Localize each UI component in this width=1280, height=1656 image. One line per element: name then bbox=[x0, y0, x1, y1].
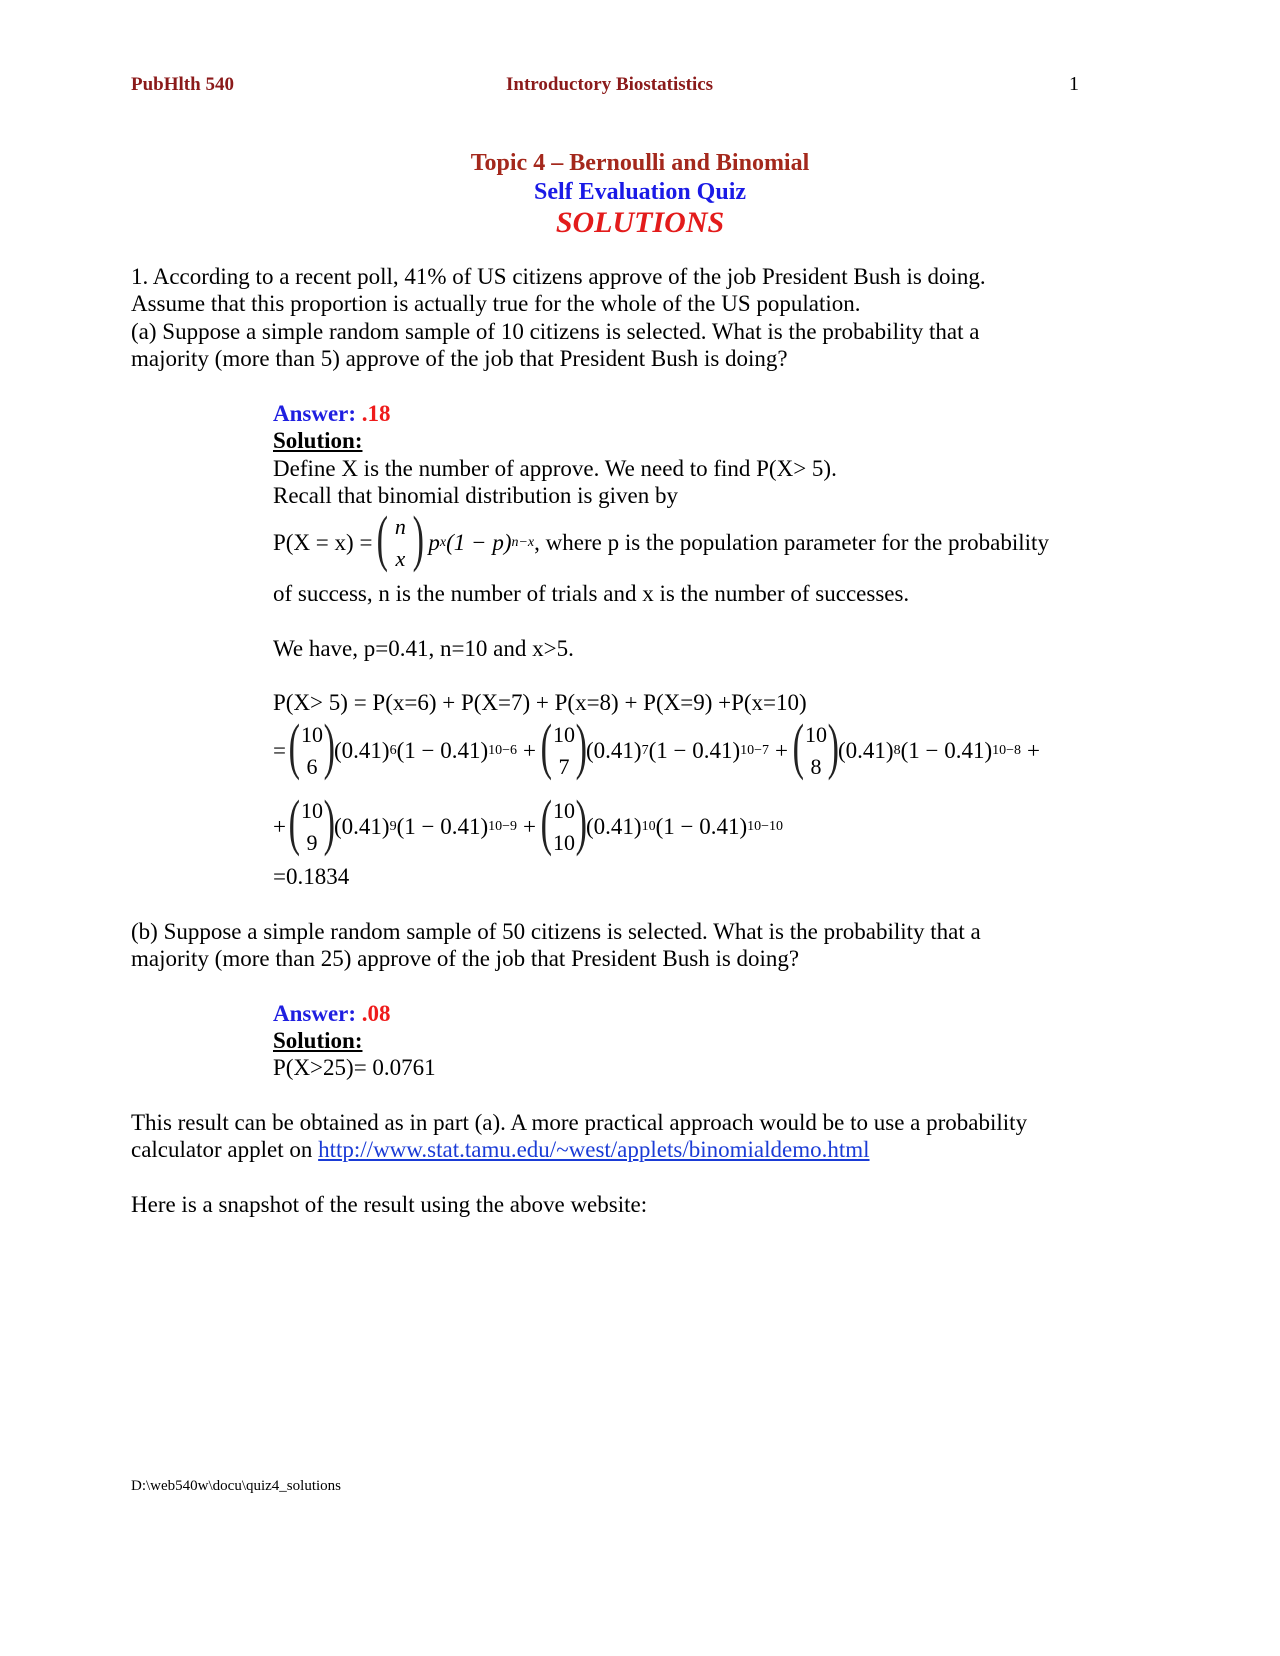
solution-a-line3: of success, n is the number of trials and x is the number of successes. bbox=[273, 581, 910, 606]
q1b-line2: majority (more than 25) approve of the job that President Bush is doing? bbox=[131, 946, 800, 971]
solution-b-label: Solution: bbox=[273, 1028, 363, 1053]
closing-line3: Here is a snapshot of the result using the above website: bbox=[131, 1192, 648, 1217]
answer-b-value: .08 bbox=[361, 1001, 391, 1026]
term-2-binom: ( 10 7 ) bbox=[540, 713, 588, 781]
q1b-line1: (b) Suppose a simple random sample of 50 citizens is selected. What is the probability that a bbox=[131, 919, 981, 944]
formula-mid: (1 − p) bbox=[446, 530, 512, 555]
result-a: =0.1834 bbox=[273, 864, 350, 889]
footer-path: D:\web540w\docu\quiz4_solutions bbox=[131, 1478, 341, 1494]
formula-tail: , where p is the population parameter for the probability bbox=[534, 530, 1049, 555]
solution-a-line4: We have, p=0.41, n=10 and x>5. bbox=[273, 636, 574, 661]
answer-b bbox=[273, 1000, 391, 1028]
expansion-row-1: = ( 10 6 ) (0.41) 6 (1 − 0.41) 10−6 + ( 10 7 ) (0.41) 7 (1 − 0.41) 10−7 + ( 10 8 ) (0.41) 8 (1 − 0.41) 10−8 + bbox=[273, 713, 1041, 781]
answer-a-value: .18 bbox=[361, 401, 391, 426]
q1a-line2: majority (more than 5) approve of the job that President Bush is doing? bbox=[131, 346, 788, 371]
header-subject: Introductory Biostatistics bbox=[506, 74, 714, 95]
answer-a bbox=[273, 400, 391, 428]
closing-line2-prefix: calculator applet on bbox=[131, 1137, 319, 1162]
solution-b-line1: P(X>25)= 0.0761 bbox=[273, 1055, 436, 1080]
binom-n: n bbox=[394, 514, 406, 539]
solutions-title: SOLUTIONS bbox=[555, 206, 725, 239]
closing-line1: This result can be obtained as in part (a). A more practical approach would be to use a probability bbox=[131, 1110, 1028, 1135]
solution-a-line1: Define X is the number of approve. We need to find P(X> 5). bbox=[273, 456, 837, 481]
answer-a-label: Answer: bbox=[273, 401, 357, 426]
q1-line2: Assume that this proportion is actually true for the whole of the US population. bbox=[131, 291, 861, 316]
applet-link[interactable]: http://www.stat.tamu.edu/~west/applets/binomialdemo.html bbox=[318, 1137, 870, 1162]
solution-a-line2: Recall that binomial distribution is given by bbox=[273, 483, 679, 508]
answer-b-label: Answer: bbox=[273, 1001, 357, 1026]
term-3-binom: ( 10 8 ) bbox=[792, 713, 840, 781]
term-1-binom: ( 10 6 ) bbox=[288, 713, 336, 781]
formula-p: p bbox=[428, 530, 440, 555]
binom-coefficient: ( n x ) bbox=[377, 505, 424, 573]
closing-line2 bbox=[131, 1136, 870, 1164]
q1a-line1: (a) Suppose a simple random sample of 10 citizens is selected. What is the probability that a bbox=[131, 319, 980, 344]
solution-a-label: Solution: bbox=[273, 428, 363, 453]
page-number: 1 bbox=[1069, 73, 1079, 95]
binom-x: x bbox=[395, 546, 406, 571]
topic-title: Topic 4 – Bernoulli and Binomial bbox=[470, 150, 810, 176]
term-5-binom: ( 10 10 ) bbox=[540, 789, 588, 857]
expansion-row-2: + ( 10 9 ) (0.41) 9 (1 − 0.41) 10−9 + ( 10 10 ) (0.41) 10 (1 − 0.41) 10−10 bbox=[273, 789, 784, 857]
binomial-formula: P(X = x) = ( n x ) p x (1 − p) n−x , where p is the population parameter for the probability bbox=[273, 505, 1049, 573]
term-4-binom: ( 10 9 ) bbox=[288, 789, 336, 857]
q1-line1: 1. According to a recent poll, 41% of US citizens approve of the job President Bush is doing. bbox=[131, 264, 986, 289]
solution-a-line5: P(X> 5) = P(x=6) + P(X=7) + P(x=8) + P(X=9) +P(x=10) bbox=[273, 690, 807, 715]
formula-lhs: P(X = x) = bbox=[273, 530, 373, 555]
header-course: PubHlth 540 bbox=[131, 74, 234, 95]
quiz-title: Self Evaluation Quiz bbox=[533, 179, 747, 205]
